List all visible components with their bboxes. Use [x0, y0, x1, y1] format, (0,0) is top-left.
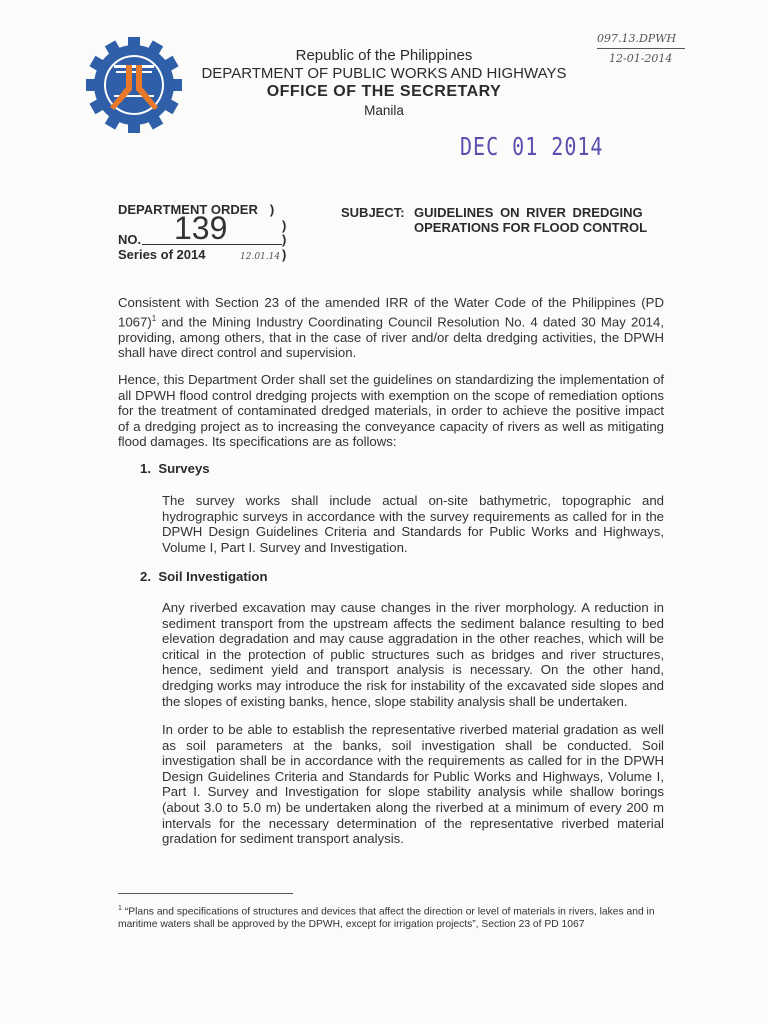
city: Manila: [364, 103, 404, 118]
date-stamp: DEC 01 2014: [460, 131, 604, 161]
intro-text-a: Consistent with Section 23 of the amended IRR of the Water Code of the Philippines (PD 1067): [118, 295, 664, 329]
ref-divider: [597, 48, 685, 49]
office-name: OFFICE OF THE SECRETARY: [266, 83, 502, 100]
handwritten-ref-bottom: 12-01-2014: [609, 52, 673, 65]
subject-label: SUBJECT:: [341, 205, 405, 220]
surveys-paragraph: The survey works shall include actual on-site bathymetric, topographic and hydrographic surveys in accordance with the survey requirements as called for in the DPWH Design Guidelines Criteria and Standards for Public Works and Highways, Volume I, Part I. Survey and Investigation.: [162, 493, 664, 555]
handwritten-ref-top: 097.13.DPWH: [597, 32, 677, 45]
soil-paragraph-2: In order to be able to establish the representative riverbed material gradation as well as soil parameters at the banks, soil investigation shall be conducted. Soil investigation shall be in accordance with the requirements as called for in the DPWH Design Guidelines Criteria and Standards for Public Works and Highways, Volume I, Part I. Survey and Investigation for slope stability analysis while shallow borings (about 3.0 to 5.0 m) be undertaken along the riverbed at a minimum of every 200 m intervals for the necessary determination of the representative riverbed material gradation for sediment transport analysis.: [162, 722, 664, 847]
footnote-marker: 1: [118, 905, 122, 912]
department-name: DEPARTMENT OF PUBLIC WORKS AND HIGHWAYS: [201, 65, 567, 82]
order-number-row: NO. 139 ) ): [118, 210, 287, 247]
order-number: 139: [174, 210, 228, 246]
section-heading-soil: 2. Soil Investigation: [140, 569, 268, 584]
subject-line-1: GUIDELINES ON RIVER DREDGING: [414, 205, 643, 220]
department-order-label: DEPARTMENT ORDER ): [118, 202, 275, 217]
footnote-divider: [118, 893, 293, 894]
republic-line: Republic of the Philippines: [295, 47, 473, 64]
series-text: Series of 2014: [118, 247, 206, 262]
department-order-text: DEPARTMENT ORDER: [118, 202, 258, 217]
intro-text-b: and the Mining Industry Coordinating Council Resolution No. 4 dated 30 May 2014, providing, among others, that in the case of river and/or delta dredging activities, the DPWH shall have direct control and supervision.: [118, 313, 664, 361]
intro-paragraph: [118, 295, 664, 361]
series-label: [118, 247, 205, 262]
subject-line-2: OPERATIONS FOR FLOOD CONTROL: [414, 220, 648, 235]
no-label: NO.: [118, 232, 142, 247]
initials-signature: 12.01.14: [240, 252, 281, 262]
section-heading-surveys: 1. Surveys: [140, 461, 210, 476]
paren: ): [282, 247, 287, 262]
footnote-text: “Plans and specifications of structures and devices that affect the direction or level of materials in rivers, lakes and in maritime waters shall be approved by the DPWH, except for irrigation projects”, Section 23 of PD 1067: [118, 906, 655, 931]
footnote: [118, 902, 666, 931]
soil-paragraph-1: Any riverbed excavation may cause changes in the river morphology. A reduction in sediment transport from the upstream affects the sediment balance resulting to bed elevation degradation and may cause aggradation in the other reaches, which will be critical in the protection of public structures such as bridges and river structures, hence, sediment yield and transport analysis is necessary. On the other hand, dredging works may introduce the risk for instability of the excavated side slopes and the slopes of existing banks, hence, slope stability analysis shall be undertaken.: [162, 600, 664, 709]
purpose-paragraph: Hence, this Department Order shall set the guidelines on standardizing the implementation of all DPWH flood control dredging projects with exemption on the scope of remediation options for the treatment of contaminated dredged materials, in order to achieve the positive impact of a dredging project as to increasing the conveyance capacity of rivers as well as mitigating flood damages. Its specifications are as follows:: [118, 372, 664, 450]
footnote-ref: 1: [151, 313, 157, 323]
